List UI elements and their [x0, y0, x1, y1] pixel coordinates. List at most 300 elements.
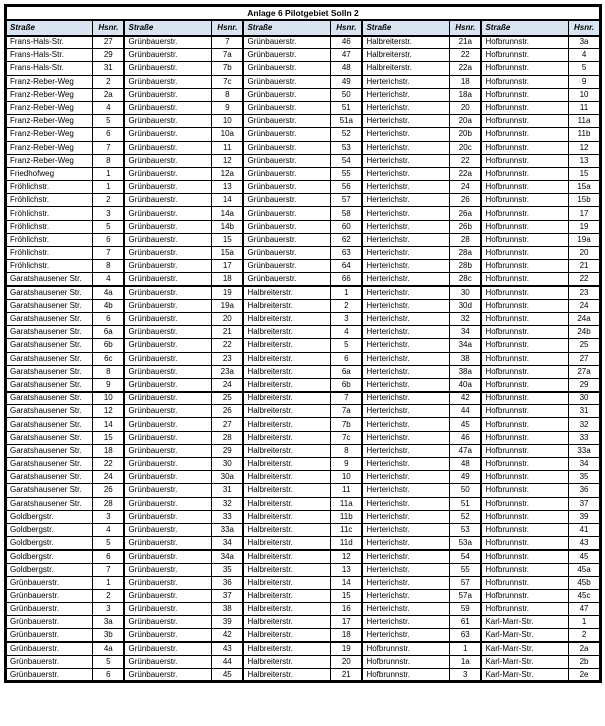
- street-cell: Hofbrunnstr.: [481, 286, 568, 299]
- hsnr-cell: 7a: [331, 405, 363, 418]
- street-cell: Herterichstr.: [362, 154, 449, 167]
- hsnr-cell: 2: [569, 629, 601, 642]
- hsnr-cell: 8: [331, 444, 363, 457]
- street-cell: Halbreiterstr.: [243, 365, 330, 378]
- hsnr-cell: 23a: [212, 365, 244, 378]
- street-cell: Herterichstr.: [362, 273, 449, 286]
- hsnr-cell: 34: [212, 537, 244, 550]
- hsnr-cell: 10: [212, 115, 244, 128]
- hsnr-cell: 30: [212, 458, 244, 471]
- table-row: [6, 458, 601, 471]
- street-cell: Garatshausener Str.: [6, 352, 93, 365]
- table-row: [6, 352, 601, 365]
- street-cell: Grünbauerstr.: [124, 484, 211, 497]
- hsnr-cell: 43: [569, 537, 601, 550]
- street-cell: Grünbauerstr.: [6, 642, 93, 655]
- table-body: [6, 36, 601, 682]
- hsnr-cell: 62: [331, 233, 363, 246]
- hsnr-cell: 51: [331, 101, 363, 114]
- hsnr-cell: 8: [212, 88, 244, 101]
- hsnr-cell: 10: [569, 88, 601, 101]
- hsnr-cell: 7b: [212, 62, 244, 75]
- hsnr-cell: 19: [331, 642, 363, 655]
- hsnr-cell: 6: [331, 352, 363, 365]
- street-cell: Hofbrunnstr.: [481, 458, 568, 471]
- street-cell: Halbreiterstr.: [243, 405, 330, 418]
- hsnr-cell: 34a: [450, 339, 482, 352]
- hsnr-cell: 32: [212, 497, 244, 510]
- hsnr-cell: 2a: [93, 88, 125, 101]
- street-cell: Herterichstr.: [362, 75, 449, 88]
- hsnr-cell: 3a: [93, 616, 125, 629]
- hsnr-cell: 19a: [569, 233, 601, 246]
- street-cell: Fröhlichstr.: [6, 220, 93, 233]
- street-cell: Garatshausener Str.: [6, 458, 93, 471]
- street-cell: Halbreiterstr.: [243, 510, 330, 523]
- street-cell: Karl-Marr-Str.: [481, 616, 568, 629]
- hsnr-cell: 4a: [93, 286, 125, 299]
- table-row: [6, 510, 601, 523]
- hsnr-cell: 18a: [450, 88, 482, 101]
- hsnr-cell: 23: [212, 352, 244, 365]
- col-header-hsnr: Hsnr.: [212, 20, 244, 36]
- table-row: [6, 563, 601, 576]
- hsnr-cell: 20b: [450, 128, 482, 141]
- street-cell: Grünbauerstr.: [124, 49, 211, 62]
- street-cell: Hofbrunnstr.: [481, 444, 568, 457]
- street-cell: Hofbrunnstr.: [481, 260, 568, 273]
- col-header-hsnr: Hsnr.: [331, 20, 363, 36]
- street-cell: Halbreiterstr.: [243, 576, 330, 589]
- hsnr-cell: 53a: [450, 537, 482, 550]
- hsnr-cell: 3: [450, 669, 482, 682]
- street-cell: Grünbauerstr.: [124, 181, 211, 194]
- street-cell: Grünbauerstr.: [124, 75, 211, 88]
- hsnr-cell: 53: [331, 141, 363, 154]
- street-cell: Herterichstr.: [362, 431, 449, 444]
- hsnr-cell: 14a: [212, 207, 244, 220]
- street-cell: Hofbrunnstr.: [481, 115, 568, 128]
- street-cell: Grünbauerstr.: [124, 167, 211, 180]
- hsnr-cell: 29: [212, 444, 244, 457]
- table-row: [6, 537, 601, 550]
- street-cell: Grünbauerstr.: [124, 603, 211, 616]
- hsnr-cell: 4a: [93, 642, 125, 655]
- hsnr-cell: 6: [93, 233, 125, 246]
- street-cell: Hofbrunnstr.: [362, 642, 449, 655]
- street-cell: Fröhlichstr.: [6, 247, 93, 260]
- hsnr-cell: 6a: [93, 326, 125, 339]
- table-row: [6, 444, 601, 457]
- street-cell: Garatshausener Str.: [6, 286, 93, 299]
- hsnr-cell: 11d: [331, 537, 363, 550]
- street-cell: Herterichstr.: [362, 299, 449, 312]
- hsnr-cell: 1: [93, 167, 125, 180]
- street-cell: Hofbrunnstr.: [481, 405, 568, 418]
- street-cell: Grünbauerstr.: [243, 115, 330, 128]
- hsnr-cell: 22: [212, 339, 244, 352]
- hsnr-cell: 34a: [212, 550, 244, 563]
- hsnr-cell: 55: [331, 167, 363, 180]
- hsnr-cell: 12: [93, 405, 125, 418]
- street-cell: Hofbrunnstr.: [481, 589, 568, 602]
- street-cell: Hofbrunnstr.: [481, 576, 568, 589]
- street-cell: Garatshausener Str.: [6, 431, 93, 444]
- street-cell: Grünbauerstr.: [124, 431, 211, 444]
- hsnr-cell: 30a: [212, 471, 244, 484]
- table-row: [6, 550, 601, 563]
- hsnr-cell: 27: [93, 36, 125, 49]
- street-cell: Halbreiterstr.: [243, 352, 330, 365]
- street-cell: Franz-Reber-Weg: [6, 88, 93, 101]
- street-cell: Garatshausener Str.: [6, 339, 93, 352]
- street-cell: Grünbauerstr.: [124, 616, 211, 629]
- hsnr-cell: 12: [331, 550, 363, 563]
- street-cell: Grünbauerstr.: [243, 247, 330, 260]
- street-cell: Hofbrunnstr.: [481, 49, 568, 62]
- hsnr-cell: 3: [93, 207, 125, 220]
- hsnr-cell: 21: [331, 669, 363, 682]
- street-cell: Grünbauerstr.: [6, 669, 93, 682]
- street-cell: Goldbergstr.: [6, 550, 93, 563]
- street-cell: Grünbauerstr.: [243, 207, 330, 220]
- street-cell: Grünbauerstr.: [124, 563, 211, 576]
- hsnr-cell: 28: [93, 497, 125, 510]
- hsnr-cell: 46: [450, 431, 482, 444]
- col-header-hsnr: Hsnr.: [93, 20, 125, 36]
- hsnr-cell: 63: [331, 247, 363, 260]
- hsnr-cell: 6a: [331, 365, 363, 378]
- street-cell: Herterichstr.: [362, 589, 449, 602]
- hsnr-cell: 16: [331, 603, 363, 616]
- street-cell: Herterichstr.: [362, 181, 449, 194]
- street-cell: Garatshausener Str.: [6, 405, 93, 418]
- street-cell: Hofbrunnstr.: [481, 207, 568, 220]
- street-cell: Hofbrunnstr.: [481, 167, 568, 180]
- hsnr-cell: 15: [212, 233, 244, 246]
- street-cell: Hofbrunnstr.: [362, 669, 449, 682]
- hsnr-cell: 48: [450, 458, 482, 471]
- street-cell: Herterichstr.: [362, 458, 449, 471]
- street-cell: Grünbauerstr.: [124, 273, 211, 286]
- hsnr-cell: 39: [569, 510, 601, 523]
- street-cell: Hofbrunnstr.: [481, 233, 568, 246]
- hsnr-cell: 36: [212, 576, 244, 589]
- hsnr-cell: 24a: [569, 312, 601, 325]
- hsnr-cell: 18: [450, 75, 482, 88]
- street-cell: Hofbrunnstr.: [481, 537, 568, 550]
- hsnr-cell: 49: [450, 471, 482, 484]
- street-cell: Hofbrunnstr.: [481, 510, 568, 523]
- street-cell: Goldbergstr.: [6, 523, 93, 536]
- hsnr-cell: 22: [450, 154, 482, 167]
- street-cell: Grünbauerstr.: [124, 220, 211, 233]
- header-row: [6, 20, 601, 36]
- street-cell: Fröhlichstr.: [6, 233, 93, 246]
- street-cell: Hofbrunnstr.: [481, 181, 568, 194]
- table-row: [6, 49, 601, 62]
- hsnr-cell: 15b: [569, 194, 601, 207]
- street-cell: Grünbauerstr.: [124, 655, 211, 668]
- table-row: [6, 36, 601, 49]
- street-cell: Hofbrunnstr.: [481, 75, 568, 88]
- street-cell: Halbreiterstr.: [243, 523, 330, 536]
- hsnr-cell: 47: [569, 603, 601, 616]
- hsnr-cell: 52: [450, 510, 482, 523]
- table-row: [6, 141, 601, 154]
- hsnr-cell: 29: [569, 378, 601, 391]
- hsnr-cell: 3a: [569, 36, 601, 49]
- hsnr-cell: 57: [331, 194, 363, 207]
- hsnr-cell: 11c: [331, 523, 363, 536]
- street-cell: Herterichstr.: [362, 220, 449, 233]
- hsnr-cell: 44: [212, 655, 244, 668]
- street-cell: Karl-Marr-Str.: [481, 629, 568, 642]
- hsnr-cell: 54: [450, 550, 482, 563]
- table-row: [6, 365, 601, 378]
- street-cell: Herterichstr.: [362, 471, 449, 484]
- street-cell: Franz-Reber-Weg: [6, 101, 93, 114]
- table-row: [6, 418, 601, 431]
- hsnr-cell: 61: [450, 616, 482, 629]
- hsnr-cell: 19: [569, 220, 601, 233]
- street-cell: Fröhlichstr.: [6, 207, 93, 220]
- hsnr-cell: 31: [569, 405, 601, 418]
- table-row: [6, 207, 601, 220]
- street-cell: Hofbrunnstr.: [481, 603, 568, 616]
- hsnr-cell: 22: [93, 458, 125, 471]
- hsnr-cell: 38: [450, 352, 482, 365]
- street-cell: Grünbauerstr.: [124, 405, 211, 418]
- table-row: [6, 247, 601, 260]
- table-row: [6, 471, 601, 484]
- hsnr-cell: 25: [212, 392, 244, 405]
- hsnr-cell: 11a: [569, 115, 601, 128]
- hsnr-cell: 20: [569, 247, 601, 260]
- street-cell: Halbreiterstr.: [362, 49, 449, 62]
- table-row: [6, 669, 601, 682]
- street-cell: Grünbauerstr.: [6, 589, 93, 602]
- street-cell: Garatshausener Str.: [6, 299, 93, 312]
- hsnr-cell: 26b: [450, 220, 482, 233]
- street-cell: Fröhlichstr.: [6, 194, 93, 207]
- street-cell: Hofbrunnstr.: [481, 128, 568, 141]
- hsnr-cell: 5: [93, 537, 125, 550]
- street-cell: Halbreiterstr.: [243, 589, 330, 602]
- street-cell: Halbreiterstr.: [243, 497, 330, 510]
- street-cell: Grünbauerstr.: [124, 62, 211, 75]
- street-cell: Grünbauerstr.: [124, 352, 211, 365]
- hsnr-cell: 4b: [93, 299, 125, 312]
- street-cell: Hofbrunnstr.: [481, 312, 568, 325]
- hsnr-cell: 11b: [331, 510, 363, 523]
- street-cell: Garatshausener Str.: [6, 392, 93, 405]
- street-cell: Grünbauerstr.: [6, 576, 93, 589]
- hsnr-cell: 45: [212, 669, 244, 682]
- street-cell: Grünbauerstr.: [124, 537, 211, 550]
- street-cell: Franz-Reber-Weg: [6, 141, 93, 154]
- street-cell: Herterichstr.: [362, 326, 449, 339]
- hsnr-cell: 45: [450, 418, 482, 431]
- street-cell: Grünbauerstr.: [124, 365, 211, 378]
- street-cell: Grünbauerstr.: [124, 510, 211, 523]
- hsnr-cell: 9: [569, 75, 601, 88]
- street-cell: Grünbauerstr.: [124, 299, 211, 312]
- street-cell: Hofbrunnstr.: [481, 563, 568, 576]
- table-row: [6, 642, 601, 655]
- street-cell: Halbreiterstr.: [243, 669, 330, 682]
- street-cell: Garatshausener Str.: [6, 273, 93, 286]
- street-cell: Herterichstr.: [362, 405, 449, 418]
- table-row: [6, 589, 601, 602]
- hsnr-cell: 4: [331, 326, 363, 339]
- hsnr-cell: 23: [569, 286, 601, 299]
- hsnr-cell: 18: [212, 273, 244, 286]
- street-cell: Grünbauerstr.: [243, 88, 330, 101]
- hsnr-cell: 39: [212, 616, 244, 629]
- hsnr-cell: 10: [331, 471, 363, 484]
- col-header-strasse: Straße: [6, 20, 93, 36]
- hsnr-cell: 7: [93, 141, 125, 154]
- street-cell: Halbreiterstr.: [243, 471, 330, 484]
- street-cell: Halbreiterstr.: [243, 458, 330, 471]
- street-cell: Grünbauerstr.: [124, 497, 211, 510]
- table-row: [6, 523, 601, 536]
- hsnr-cell: 9: [212, 101, 244, 114]
- street-cell: Halbreiterstr.: [243, 563, 330, 576]
- street-cell: Grünbauerstr.: [243, 233, 330, 246]
- street-cell: Goldbergstr.: [6, 510, 93, 523]
- street-cell: Halbreiterstr.: [243, 550, 330, 563]
- street-cell: Herterichstr.: [362, 444, 449, 457]
- street-cell: Garatshausener Str.: [6, 484, 93, 497]
- hsnr-cell: 17: [569, 207, 601, 220]
- hsnr-cell: 11: [569, 101, 601, 114]
- table-row: [6, 431, 601, 444]
- street-cell: Grünbauerstr.: [124, 669, 211, 682]
- street-cell: Goldbergstr.: [6, 537, 93, 550]
- hsnr-cell: 20c: [450, 141, 482, 154]
- street-cell: Halbreiterstr.: [243, 642, 330, 655]
- street-cell: Herterichstr.: [362, 115, 449, 128]
- hsnr-cell: 35: [569, 471, 601, 484]
- street-cell: Grünbauerstr.: [6, 655, 93, 668]
- hsnr-cell: 31: [93, 62, 125, 75]
- hsnr-cell: 47: [331, 49, 363, 62]
- col-header-strasse: Straße: [362, 20, 449, 36]
- street-cell: Grünbauerstr.: [124, 128, 211, 141]
- hsnr-cell: 6: [93, 312, 125, 325]
- hsnr-cell: 33a: [569, 444, 601, 457]
- street-cell: Halbreiterstr.: [362, 62, 449, 75]
- street-cell: Halbreiterstr.: [243, 603, 330, 616]
- hsnr-cell: 28: [450, 233, 482, 246]
- street-cell: Grünbauerstr.: [243, 128, 330, 141]
- hsnr-cell: 24b: [569, 326, 601, 339]
- street-cell: Herterichstr.: [362, 510, 449, 523]
- hsnr-cell: 15: [93, 431, 125, 444]
- hsnr-cell: 51: [450, 497, 482, 510]
- street-cell: Grünbauerstr.: [124, 550, 211, 563]
- street-cell: Hofbrunnstr.: [481, 299, 568, 312]
- street-cell: Herterichstr.: [362, 550, 449, 563]
- hsnr-cell: 4: [93, 101, 125, 114]
- hsnr-cell: 7c: [212, 75, 244, 88]
- hsnr-cell: 17: [331, 616, 363, 629]
- hsnr-cell: 30: [569, 392, 601, 405]
- street-cell: Halbreiterstr.: [243, 431, 330, 444]
- hsnr-cell: 21a: [450, 36, 482, 49]
- street-cell: Herterichstr.: [362, 365, 449, 378]
- hsnr-cell: 22: [450, 49, 482, 62]
- hsnr-cell: 24: [450, 181, 482, 194]
- hsnr-cell: 9: [93, 378, 125, 391]
- street-cell: Herterichstr.: [362, 378, 449, 391]
- street-cell: Halbreiterstr.: [243, 616, 330, 629]
- street-cell: Grünbauerstr.: [124, 154, 211, 167]
- street-cell: Halbreiterstr.: [243, 537, 330, 550]
- street-cell: Herterichstr.: [362, 312, 449, 325]
- street-cell: Grünbauerstr.: [124, 392, 211, 405]
- hsnr-cell: 13: [569, 154, 601, 167]
- hsnr-cell: 6b: [93, 339, 125, 352]
- street-cell: Hofbrunnstr.: [481, 339, 568, 352]
- hsnr-cell: 1: [569, 616, 601, 629]
- street-cell: Herterichstr.: [362, 352, 449, 365]
- hsnr-cell: 30d: [450, 299, 482, 312]
- street-cell: Halbreiterstr.: [243, 299, 330, 312]
- street-cell: Halbreiterstr.: [243, 312, 330, 325]
- hsnr-cell: 1: [331, 286, 363, 299]
- table-row: [6, 484, 601, 497]
- hsnr-cell: 49: [331, 75, 363, 88]
- street-cell: Herterichstr.: [362, 101, 449, 114]
- street-cell: Herterichstr.: [362, 286, 449, 299]
- table-row: [6, 101, 601, 114]
- hsnr-cell: 42: [450, 392, 482, 405]
- street-cell: Hofbrunnstr.: [481, 497, 568, 510]
- hsnr-cell: 15: [569, 167, 601, 180]
- hsnr-cell: 26: [212, 405, 244, 418]
- hsnr-cell: 45: [569, 550, 601, 563]
- hsnr-cell: 51a: [331, 115, 363, 128]
- hsnr-cell: 34: [569, 458, 601, 471]
- street-cell: Hofbrunnstr.: [481, 378, 568, 391]
- street-cell: Grünbauerstr.: [243, 75, 330, 88]
- hsnr-cell: 52: [331, 128, 363, 141]
- street-cell: Hofbrunnstr.: [481, 154, 568, 167]
- table-row: [6, 603, 601, 616]
- hsnr-cell: 2a: [569, 642, 601, 655]
- hsnr-cell: 2: [93, 194, 125, 207]
- hsnr-cell: 5: [93, 115, 125, 128]
- hsnr-cell: 36: [569, 484, 601, 497]
- page-title: Anlage 6 Pilotgebiet Solln 2: [6, 6, 601, 20]
- table-row: [6, 326, 601, 339]
- street-cell: Halbreiterstr.: [243, 286, 330, 299]
- street-cell: Grünbauerstr.: [124, 207, 211, 220]
- street-cell: Hofbrunnstr.: [481, 36, 568, 49]
- street-cell: Halbreiterstr.: [243, 444, 330, 457]
- hsnr-cell: 12: [212, 154, 244, 167]
- hsnr-cell: 56: [331, 181, 363, 194]
- street-cell: Herterichstr.: [362, 194, 449, 207]
- hsnr-cell: 24: [212, 378, 244, 391]
- hsnr-cell: 30: [450, 286, 482, 299]
- street-cell: Herterichstr.: [362, 616, 449, 629]
- hsnr-cell: 64: [331, 260, 363, 273]
- hsnr-cell: 58: [331, 207, 363, 220]
